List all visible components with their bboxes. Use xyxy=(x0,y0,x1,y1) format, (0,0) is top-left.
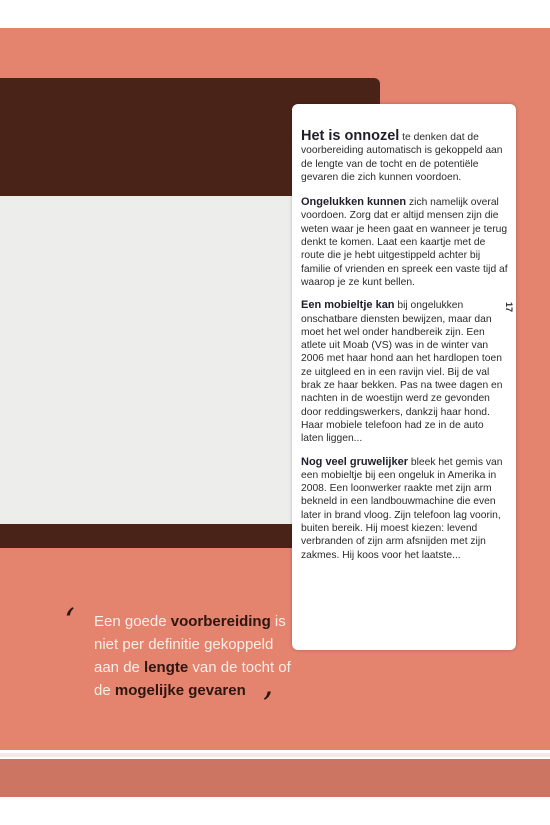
footer-stripe xyxy=(0,753,550,757)
paragraph-2-lead: Ongelukken kunnen xyxy=(301,196,407,209)
article-text-card xyxy=(292,104,516,650)
paragraph-1-body: te denken dat de voorbereiding automatisch is gekoppeld aan de lengte van de tocht en de potentiële gevaren die zich kunnen voordoen. xyxy=(301,132,503,183)
paragraph-3-lead: Een mobieltje kan xyxy=(301,299,395,312)
paragraph-3 xyxy=(301,299,508,445)
open-quote-icon: ‘ xyxy=(64,601,75,641)
quote-highlight-2: lengte xyxy=(144,659,189,676)
footer-band xyxy=(0,759,550,797)
paragraph-1-lead: Het is onnozel xyxy=(301,128,400,144)
paragraph-2 xyxy=(301,196,508,289)
quote-highlight-1: voorbereiding xyxy=(170,613,271,630)
quote-text-2: is niet per definitie gekoppeld aan de xyxy=(94,613,286,676)
paragraph-4-body: bleek het gemis van een mobieltje bij een ongeluk in Amerika in 2008. Een loonwerker raakte met zijn arm bekneld in een landbouwmachine die even later in brand vloog. Zijn telefoon lag voorin, buiten bereik. Hij moest kiezen: levend verbranden of zijn arm afsnijden met zijn zakmes. Hij koos voor het laatste... xyxy=(301,456,503,561)
paragraph-2-body: zich namelijk overal voordoen. Zorg dat er altijd mensen zijn die weten waar je heen gaat en wanneer je terug denkt te komen. Laat een kaartje met de route die je hebt uitgestippeld achter bij familie of vrienden en spreek een vaste tijd af waarop je ze kunt bellen. xyxy=(301,197,508,288)
paragraph-3-body: bij ongelukken onschatbare diensten bewijzen, maar dan moet het wel onder handbereik zijn. Een atlete uit Moab (VS) was in de winter van 2006 met haar hond aan het hardlopen toen ze uitgleed en in een ravijn viel. Bij de val brak ze haar bekken. Pas na twee dagen en nachten in de woestijn werd ze gevonden door reddingswerkers, dankzij haar hond. Haar mobiele telefoon had ze in de auto laten liggen... xyxy=(301,300,503,445)
paragraph-1 xyxy=(301,130,508,184)
paragraph-4 xyxy=(301,456,508,562)
page-number: 17 xyxy=(504,302,514,313)
quote-highlight-3: mogelijke gevaren xyxy=(114,682,246,699)
quote-text-1: Een goede xyxy=(94,613,171,630)
photo-area xyxy=(0,196,292,524)
quote-text-3: van de tocht of de xyxy=(94,659,291,699)
close-quote-icon: ’ xyxy=(262,685,273,725)
paragraph-4-lead: Nog veel gruwelijker xyxy=(301,455,408,468)
